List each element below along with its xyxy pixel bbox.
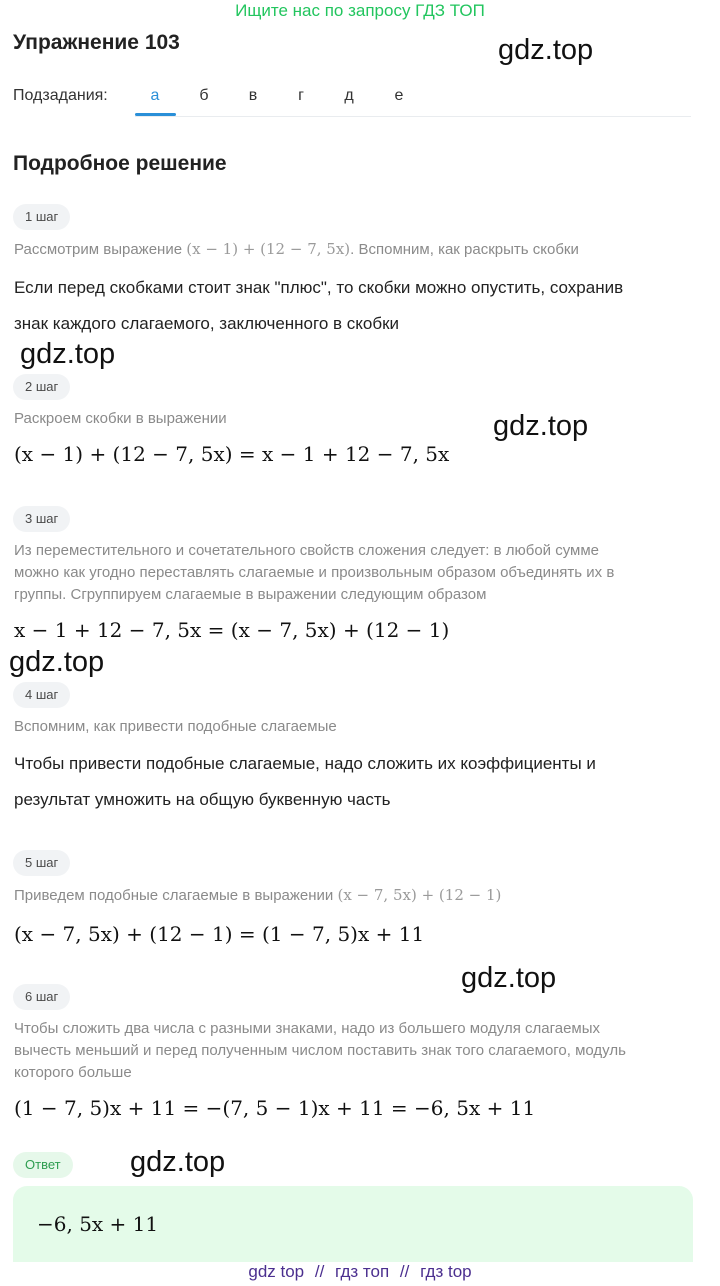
step-rule-line: Чтобы привести подобные слагаемые, надо сложить их коэффициенты и xyxy=(14,754,596,773)
footer-links xyxy=(0,1262,720,1282)
tab-subtask-b[interactable]: б xyxy=(199,87,209,104)
step-hint xyxy=(14,884,704,907)
step-hint-line: которого больше xyxy=(14,1064,132,1081)
step-math: (x − 1) + (12 − 7, 5x) = x − 1 + 12 − 7, 5x xyxy=(14,442,450,466)
step-badge: 4 шаг xyxy=(13,682,70,708)
footer-link[interactable]: gdz top xyxy=(248,1262,305,1281)
step-hint-line: можно как угодно переставлять слагаемые и произвольным образом объединять их в xyxy=(14,564,615,581)
step-badge: 3 шаг xyxy=(13,506,70,532)
step-hint-line: Чтобы сложить два числа с разными знаками, надо из большего модуля слагаемых xyxy=(14,1020,601,1037)
hint-math: (x − 7, 5x) + (12 − 1) xyxy=(337,886,502,904)
step-hint-line: вычесть меньший и перед полученным числом поставить знак того слагаемого, модуль xyxy=(14,1042,626,1059)
step-math: x − 1 + 12 − 7, 5x = (x − 7, 5x) + (12 − 1) xyxy=(14,618,450,642)
hint-text: Рассмотрим выражение xyxy=(14,241,187,258)
step-badge: 1 шаг xyxy=(13,204,70,230)
watermark: gdz.top xyxy=(461,962,557,994)
hint-text: Приведем подобные слагаемые в выражении xyxy=(14,887,338,904)
active-tab-indicator xyxy=(135,113,176,116)
watermark: gdz.top xyxy=(130,1146,226,1178)
footer-separator: // xyxy=(399,1262,410,1281)
watermark: gdz.top xyxy=(493,410,589,442)
promo-banner[interactable]: Ищите нас по запросу ГДЗ ТОП xyxy=(235,1,485,20)
answer-box xyxy=(13,1186,693,1262)
step-badge: 2 шаг xyxy=(13,374,70,400)
step-math: (x − 7, 5x) + (12 − 1) = (1 − 7, 5)x + 11 xyxy=(14,922,425,946)
step-hint xyxy=(14,238,704,261)
hint-math: (x − 1) + (12 − 7, 5x) xyxy=(186,240,351,258)
step-hint: Вспомним, как привести подобные слагаемые xyxy=(14,718,337,735)
footer-link[interactable]: гдз топ xyxy=(335,1262,390,1281)
footer-separator: // xyxy=(314,1262,325,1281)
tab-subtask-a[interactable]: а xyxy=(150,87,160,104)
watermark: gdz.top xyxy=(498,34,594,66)
hint-text: . Вспомним, как раскрыть скобки xyxy=(350,241,579,258)
tab-subtask-d[interactable]: д xyxy=(344,87,354,104)
tab-subtask-g[interactable]: г xyxy=(298,87,304,104)
tab-subtask-v[interactable]: в xyxy=(248,87,258,104)
tab-subtask-e[interactable]: е xyxy=(394,87,404,104)
step-rule-line: результат умножить на общую буквенную часть xyxy=(14,790,391,809)
step-rule-line: Если перед скобками стоит знак "плюс", то скобки можно опустить, сохранив xyxy=(14,278,624,297)
answer-badge: Ответ xyxy=(13,1152,73,1178)
step-hint-line: группы. Сгруппируем слагаемые в выражении следующим образом xyxy=(14,586,487,603)
section-title: Подробное решение xyxy=(13,152,227,175)
step-math: (1 − 7, 5)x + 11 = −(7, 5 − 1)x + 11 = −6, 5x + 11 xyxy=(14,1096,536,1120)
footer-link[interactable]: гдз top xyxy=(420,1262,472,1281)
answer-math: −6, 5x + 11 xyxy=(37,1212,159,1236)
watermark: gdz.top xyxy=(9,646,105,678)
step-badge: 6 шаг xyxy=(13,984,70,1010)
step-rule-line: знак каждого слагаемого, заключенного в скобки xyxy=(14,314,400,333)
step-hint: Раскроем скобки в выражении xyxy=(14,410,227,427)
tabs-divider xyxy=(135,116,691,117)
page-title: Упражнение 103 xyxy=(13,31,180,54)
watermark: gdz.top xyxy=(20,338,116,370)
step-hint-line: Из переместительного и сочетательного свойств сложения следует: в любой сумме xyxy=(14,542,600,559)
subtasks-label: Подзадания: xyxy=(13,87,108,104)
step-badge: 5 шаг xyxy=(13,850,70,876)
